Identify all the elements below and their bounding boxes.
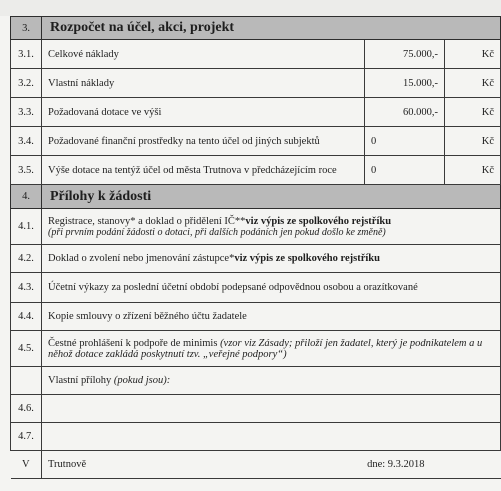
attachments-section-header <box>11 185 501 209</box>
row-number: 4.1. <box>11 209 42 245</box>
attachment-row <box>11 209 501 245</box>
row-amount: 75.000,- <box>365 40 445 69</box>
row-number: 4.3. <box>11 273 42 303</box>
row-text: Kopie smlouvy o zřízení běžného účtu žadatele <box>42 303 501 331</box>
row-number <box>11 367 42 395</box>
row-number: 3.3. <box>11 98 42 127</box>
row-text: Vlastní přílohy (pokud jsou): <box>42 367 501 395</box>
attachment-row <box>11 395 501 423</box>
row-currency: Kč <box>445 98 501 127</box>
row-number: 4.5. <box>11 331 42 367</box>
row-amount: 15.000,- <box>365 69 445 98</box>
footer-text <box>42 451 501 479</box>
attachment-row <box>11 273 501 303</box>
row-number: 4.7. <box>11 423 42 451</box>
row-text: Účetní výkazy za poslední účetní období podepsané odpovědnou osobou a orazítkované <box>42 273 501 303</box>
section-title: Přílohy k žádosti <box>42 185 501 209</box>
budget-section-header <box>11 17 501 40</box>
row-text <box>42 423 501 451</box>
application-form-table <box>10 16 501 479</box>
row-number: 4.2. <box>11 245 42 273</box>
footer-place: Trutnově <box>48 459 87 470</box>
row-text: Čestné prohlášení k podpoře de minimis (vzor viz Zásady; přiloží jen žadatel, který je podnikatelem a u něhož dotace zakládá poskytnutí tzv. „veřejné podpory“) <box>42 331 501 367</box>
attachment-row <box>11 423 501 451</box>
budget-row <box>11 98 501 127</box>
row-label: Celkové náklady <box>42 40 365 69</box>
budget-row <box>11 156 501 185</box>
row-amount: 60.000,- <box>365 98 445 127</box>
page-top-strip <box>0 0 501 16</box>
row-label: Požadované finanční prostředky na tento účel od jiných subjektů <box>42 127 365 156</box>
row-label: Požadovaná dotace ve výši <box>42 98 365 127</box>
row-label: Výše dotace na tentýž účel od města Trutnova v předcházejícím roce <box>42 156 365 185</box>
row-currency: Kč <box>445 127 501 156</box>
attachment-row <box>11 367 501 395</box>
footer-prefix: V <box>11 451 42 479</box>
row-currency: Kč <box>445 69 501 98</box>
row-number: 3.4. <box>11 127 42 156</box>
section-title: Rozpočet na účel, akci, projekt <box>42 17 501 40</box>
row-amount: 0 <box>365 156 445 185</box>
row-text: Registrace, stanovy* a doklad o přidělení IČ**viz výpis ze spolkového rejstříku (při prvním podání žádosti o dotaci, při dalších podáních jen pokud došlo ke změně) <box>42 209 501 245</box>
attachment-row <box>11 245 501 273</box>
budget-row <box>11 69 501 98</box>
row-number: 3.2. <box>11 69 42 98</box>
attachment-row <box>11 303 501 331</box>
signature-row <box>11 451 501 479</box>
row-currency: Kč <box>445 156 501 185</box>
row-amount: 0 <box>365 127 445 156</box>
attachment-row <box>11 331 501 367</box>
row-number: 3.5. <box>11 156 42 185</box>
section-number: 3. <box>11 17 42 40</box>
row-number: 3.1. <box>11 40 42 69</box>
row-currency: Kč <box>445 40 501 69</box>
footer-date: dne: 9.3.2018 <box>367 459 425 470</box>
budget-row <box>11 40 501 69</box>
row-text: Doklad o zvolení nebo jmenování zástupce*viz výpis ze spolkového rejstříku <box>42 245 501 273</box>
row-number: 4.6. <box>11 395 42 423</box>
budget-row <box>11 127 501 156</box>
section-number: 4. <box>11 185 42 209</box>
row-text <box>42 395 501 423</box>
row-number: 4.4. <box>11 303 42 331</box>
row-label: Vlastní náklady <box>42 69 365 98</box>
